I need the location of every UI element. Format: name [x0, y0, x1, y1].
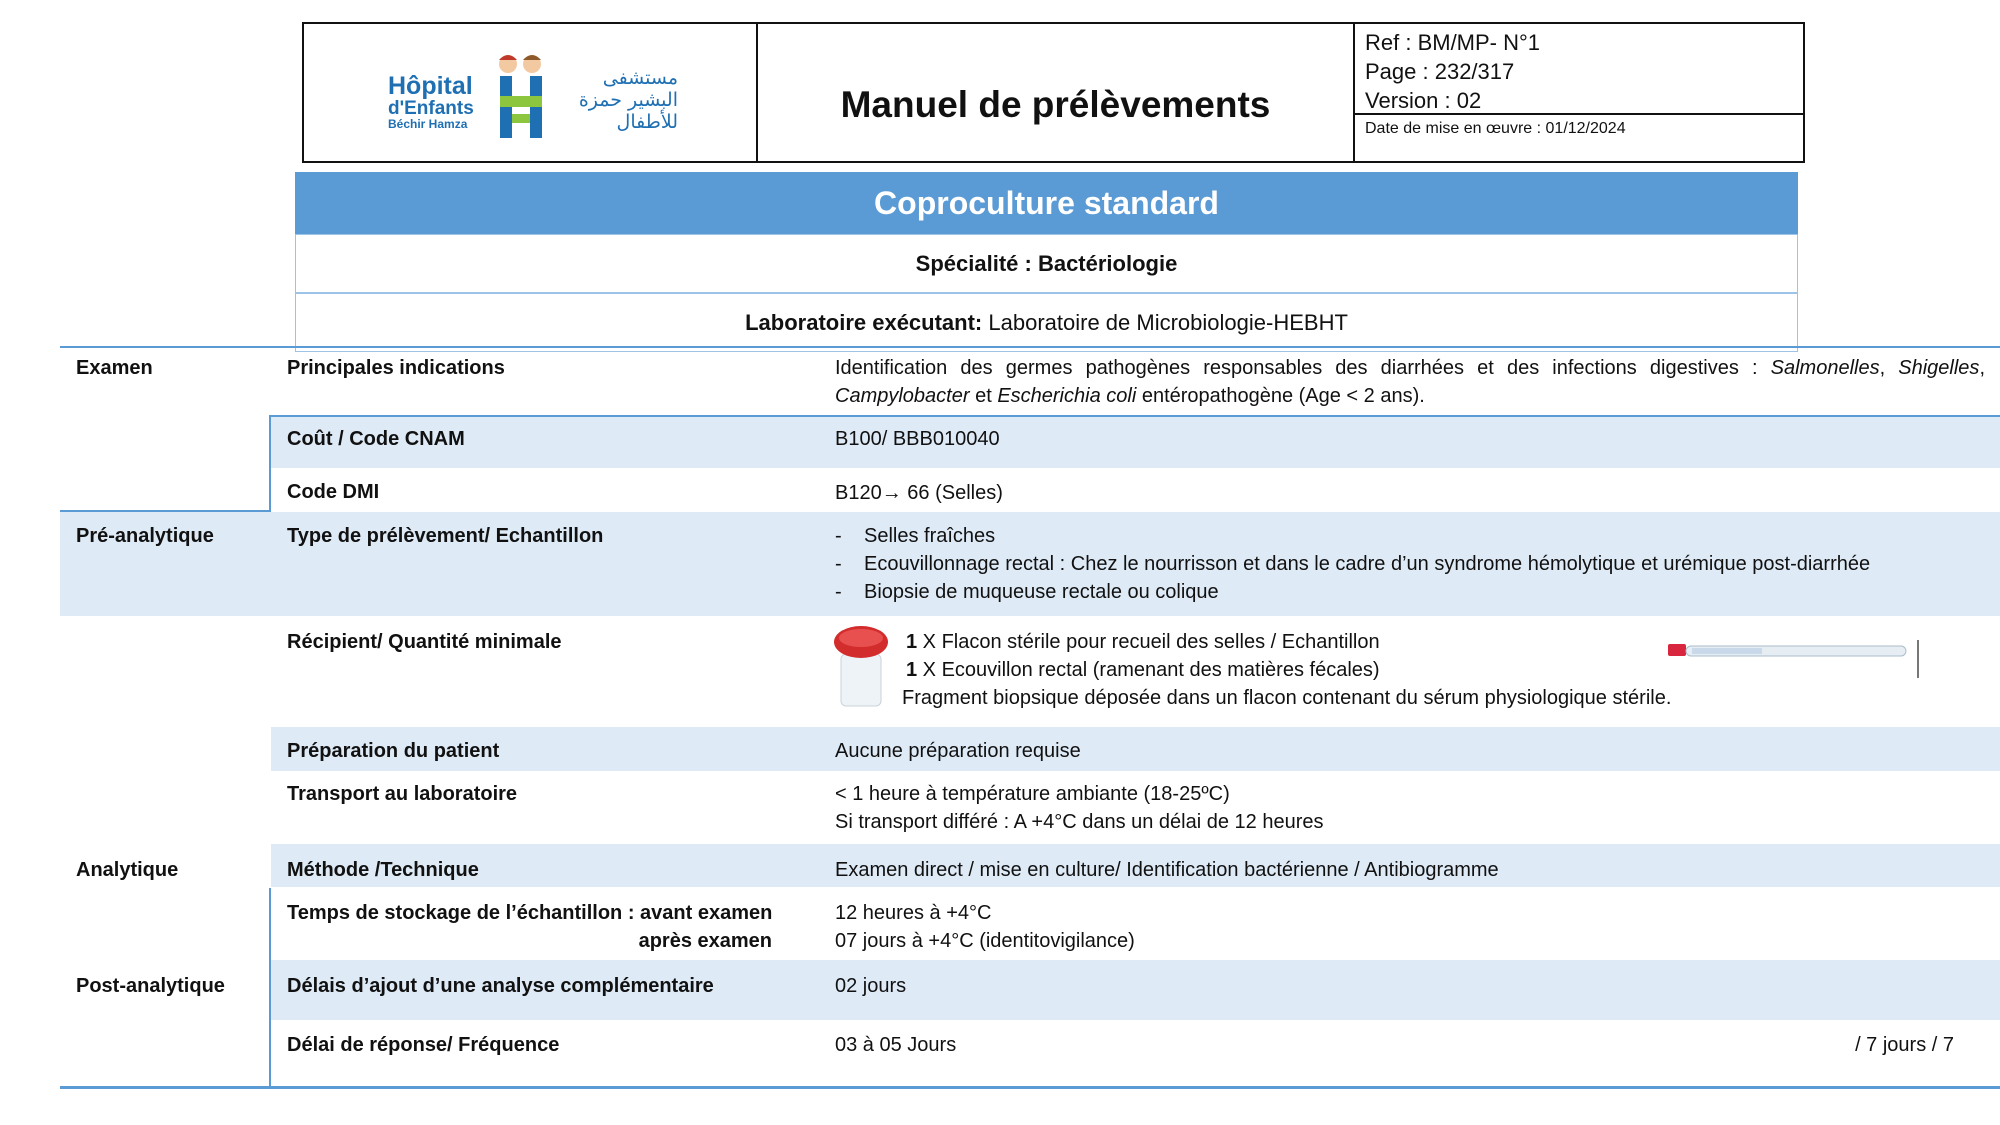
value-transport: < 1 heure à température ambiante (18-25ºC)	[835, 783, 1230, 805]
section-divider	[60, 510, 271, 512]
sterile-vial-image	[832, 624, 890, 710]
type-item: - Selles fraîches	[835, 525, 996, 547]
value-indications: Identification des germes pathogènes responsables des diarrhées et des infections digestives : Salmonelles, Shigelles, Campylobacter et Escherichia coli entéropathogène (Age < 2 ans).	[835, 357, 1985, 407]
label-recipient: Récipient/ Quantité minimale	[287, 631, 562, 653]
hospital-logo	[388, 52, 678, 142]
recipient-line: 1 X Ecouvillon rectal (ramenant des matières fécales)	[906, 659, 1380, 681]
value-delais: 02 jours	[835, 975, 907, 997]
reference-block	[1355, 24, 1803, 115]
version: Version : 02	[1365, 88, 1482, 113]
value-cout: B100/ BBB010040	[835, 428, 1000, 450]
row-shade-cout	[271, 416, 2000, 468]
specialty: Spécialité : Bactériologie	[295, 234, 1798, 293]
label-transport: Transport au laboratoire	[287, 783, 518, 805]
value-stockage: 12 heures à +4°C	[835, 902, 992, 924]
row-shade-preparation	[271, 727, 2000, 771]
label-type-prelevement: Type de prélèvement/ Echantillon	[287, 525, 604, 547]
label-methode: Méthode /Technique	[287, 859, 479, 881]
reference-cell	[1355, 24, 1803, 161]
type-item: - Ecouvillonnage rectal : Chez le nourrisson et dans le cadre d’un syndrome hémolytique et urémique post-diarrhée	[835, 553, 1871, 575]
logo-text-fr: Hôpital d'Enfants Béchir Hamza	[388, 72, 474, 131]
value-methode: Examen direct / mise en culture/ Identification bactérienne / Antibiogramme	[835, 859, 1499, 881]
logo-text-ar: مستشفى البشير حمزة للأطفال	[578, 67, 678, 133]
value-frequence: / 7 jours / 7	[1855, 1034, 1954, 1056]
row-divider	[271, 415, 2000, 417]
value-stockage: 07 jours à +4°C (identitovigilance)	[835, 930, 1135, 952]
ref-number: Ref : BM/MP- N°1	[1365, 30, 1541, 55]
value-dmi: B120→ 66 (Selles)	[835, 482, 1003, 504]
page-number: Page : 232/317	[1365, 59, 1515, 84]
table-top-border	[60, 346, 2000, 348]
effective-date: Date de mise en œuvre : 01/12/2024	[1365, 120, 1626, 137]
label-reponse: Délai de réponse/ Fréquence	[287, 1034, 560, 1056]
label-delais: Délais d’ajout d’une analyse complémentaire	[287, 975, 714, 997]
logo-cell	[304, 24, 758, 161]
manual-title-cell	[758, 24, 1355, 161]
section-examen: Examen	[76, 357, 153, 379]
hospital-logo-icon	[492, 52, 552, 140]
label-preparation: Préparation du patient	[287, 740, 500, 762]
executing-lab: Laboratoire exécutant: Laboratoire de Microbiologie-HEBHT	[295, 293, 1798, 352]
section-post-analytique: Post-analytique	[76, 975, 225, 997]
section-analytique: Analytique	[76, 859, 179, 881]
rectal-swab-image	[1668, 638, 1920, 680]
arrow-right-icon: →	[881, 482, 902, 504]
value-preparation: Aucune préparation requise	[835, 740, 1081, 762]
value-transport: Si transport différé : A +4°C dans un délai de 12 heures	[835, 811, 1324, 833]
label-indications: Principales indications	[287, 357, 505, 379]
section-pre-analytique: Pré-analytique	[76, 525, 214, 547]
value-reponse: 03 à 05 Jours	[835, 1034, 957, 1056]
recipient-line: 1 X Flacon stérile pour recueil des selles / Echantillon	[906, 631, 1380, 653]
manual-title: Manuel de prélèvements	[840, 83, 1271, 125]
document-header	[302, 22, 1805, 163]
column-divider	[269, 888, 271, 1086]
label-stockage: Temps de stockage de l’échantillon : avant examen	[287, 902, 773, 924]
label-stockage: après examen	[638, 930, 772, 952]
type-item: - Biopsie de muqueuse rectale ou colique	[835, 581, 1219, 603]
column-divider	[269, 415, 271, 512]
test-title: Coproculture standard	[295, 172, 1798, 234]
label-dmi: Code DMI	[287, 481, 380, 503]
table-bottom-border	[60, 1086, 2000, 1089]
recipient-line: Fragment biopsique déposée dans un flacon contenant du sérum physiologique stérile.	[902, 687, 1672, 709]
label-cout: Coût / Code CNAM	[287, 428, 465, 450]
